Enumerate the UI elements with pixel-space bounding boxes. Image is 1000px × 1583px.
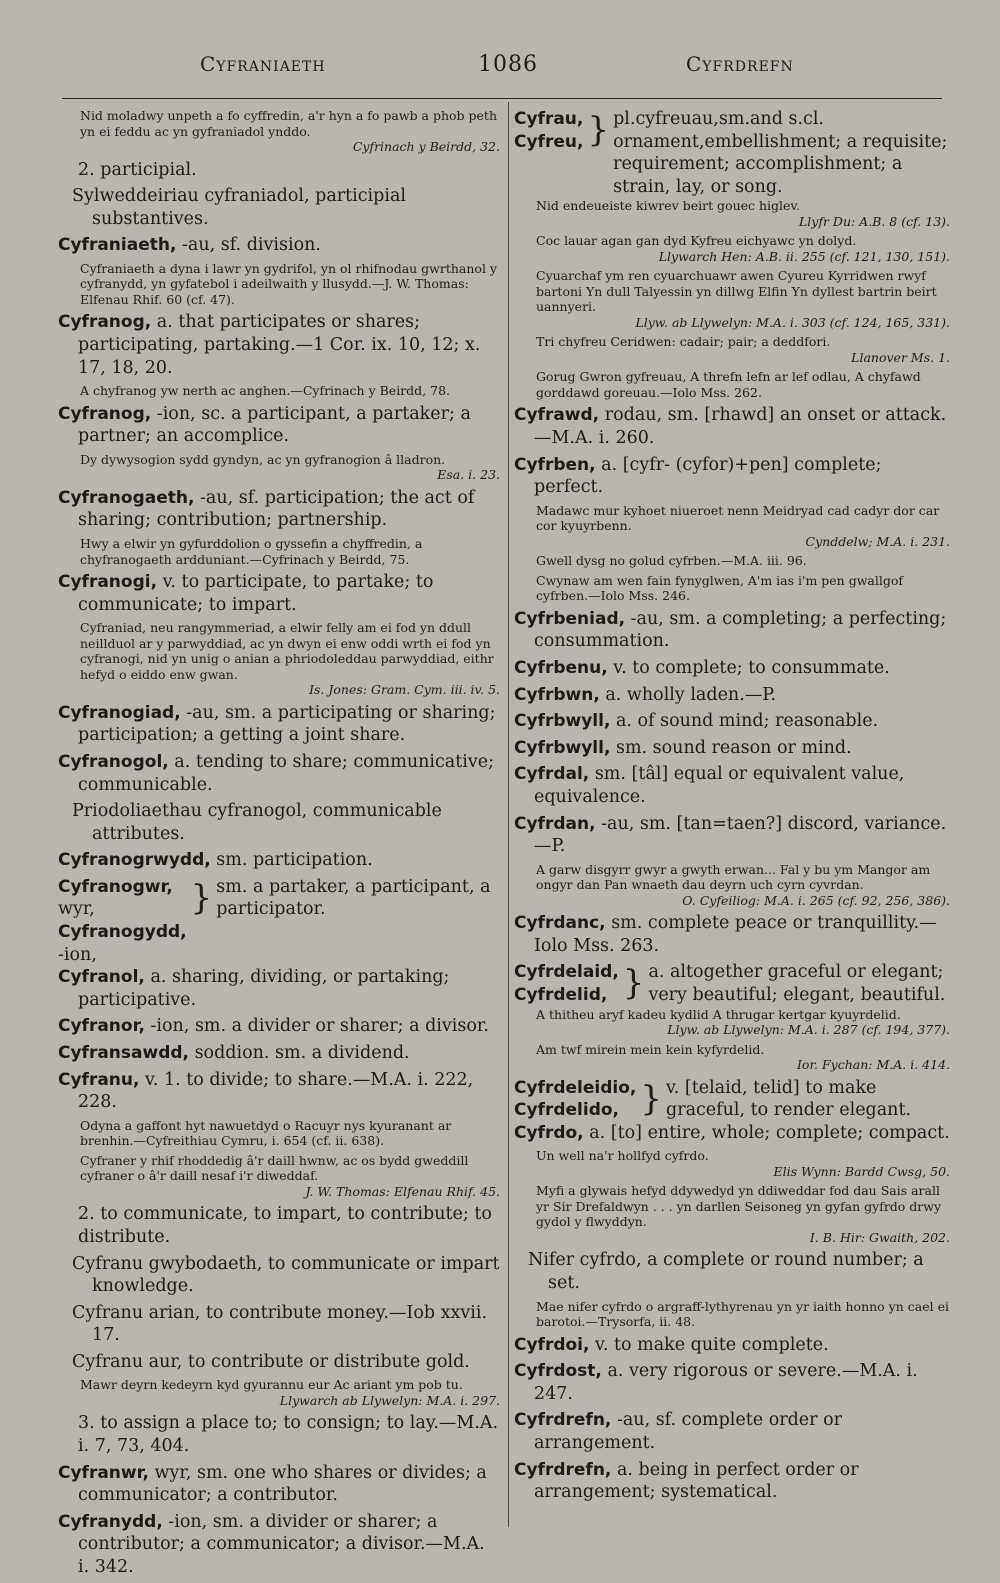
headword: Cyfranydd, bbox=[58, 1511, 163, 1532]
example-phrase: Sylweddeiriau cyfraniadol, participial substantives. bbox=[72, 186, 406, 229]
citation-text: A garw disgyrr gwyr a gwyth erwan... Fal y bu ym Mangor am ongyr dan Pan wnaeth dau deyrn uch cyrn cyvrdan. bbox=[536, 861, 931, 893]
dictionary-entry bbox=[58, 751, 500, 796]
headword: Cyfransawdd, bbox=[58, 1043, 190, 1064]
definition: v. to participate, to partake; to communicate; to impart. bbox=[78, 572, 434, 615]
headword: Cyfrbeniad, bbox=[514, 608, 626, 629]
citation-source: Llanover Ms. 1. bbox=[851, 349, 950, 365]
brace: } bbox=[190, 877, 213, 918]
citation bbox=[514, 369, 950, 400]
definition: a. [to] entire, whole; complete; compact. bbox=[583, 1122, 950, 1143]
dictionary-entry bbox=[58, 234, 500, 257]
paired-entry bbox=[514, 108, 950, 198]
citation bbox=[514, 1299, 950, 1330]
citation-source: Ior. Fychan: M.A. i. 414. bbox=[796, 1057, 950, 1073]
definition: -ion, sm. a divider or sharer; a divisor. bbox=[144, 1016, 489, 1037]
definition: v. 1. to divide; to share.—M.A. i. 222, 228. bbox=[78, 1069, 474, 1113]
dictionary-entry bbox=[514, 763, 950, 808]
definition: -ion, sm. a divider or sharer; a contributor; a communicator; a divisor.—M.A. i. 342. bbox=[78, 1511, 485, 1578]
citation bbox=[514, 1183, 950, 1245]
paired-entry bbox=[514, 1077, 950, 1122]
definition: sm. sound reason or mind. bbox=[610, 737, 852, 758]
dictionary-entry bbox=[514, 684, 950, 707]
example-phrase: Cyfranu arian, to contribute money.—Iob xxvii. 17. bbox=[72, 1302, 488, 1346]
paired-entry bbox=[58, 876, 500, 966]
page-number: 1086 bbox=[478, 52, 538, 77]
citation bbox=[514, 198, 950, 229]
headword: Cyfrdrefn, bbox=[514, 1410, 612, 1431]
definition: a. tending to share; communicative; communicable. bbox=[78, 751, 495, 795]
running-head-left: Cyfraniaeth bbox=[200, 52, 326, 76]
citation-source: Elis Wynn: Bardd Cwsg, 50. bbox=[773, 1163, 950, 1179]
headword: Cyfrbenu, bbox=[514, 657, 608, 678]
headword: Cyfranor, bbox=[58, 1016, 145, 1037]
sense: 2. to communicate, to impart, to contribute; to distribute. bbox=[78, 1204, 492, 1247]
citation-source: Cyfrinach y Beirdd, 32. bbox=[352, 139, 500, 154]
headword: Cyfrdost, bbox=[514, 1361, 602, 1382]
citation bbox=[514, 573, 950, 604]
dictionary-entry bbox=[514, 1360, 950, 1405]
headword-line bbox=[58, 921, 187, 966]
citation-source: O. Cyfeiliog: M.A. i. 265 (cf. 92, 256, 386). bbox=[682, 892, 950, 908]
dictionary-entry bbox=[58, 702, 500, 747]
headword: Cyfrdan, bbox=[514, 813, 596, 834]
headword: Cyfrdelid, bbox=[514, 984, 608, 1005]
headword-pair bbox=[514, 108, 583, 198]
citation-source: Llyw. ab Llywelyn: M.A. i. 303 (cf. 124, 165, 331). bbox=[635, 314, 950, 330]
citation-text: Nid moladwy unpeth a fo cyffredin, a'r hyn a fo pawb a phob peth yn ei feddu ac yn gyfraniadol ynddo. bbox=[80, 108, 497, 139]
headword: Cyfranogydd, bbox=[58, 922, 187, 943]
dictionary-entry bbox=[514, 1409, 950, 1454]
definition: a. very rigorous or severe.—M.A. i. 247. bbox=[534, 1361, 918, 1404]
dictionary-entry bbox=[58, 1042, 500, 1065]
citation-text: Tri chyfreu Ceridwen: cadair; pair; a deddfori. bbox=[536, 334, 831, 350]
citation-text: Cyfraniad, neu rangymmeriad, a elwir felly am ei fod yn ddull neillduol ar y parwyddiad, ac yn dwyn ei enw oddi wrth ei fod yn cyfranogi, nid yn unig o anian a phriodoleddau parwyddiad, eithr hefyd o eiddo enw gwan. bbox=[80, 620, 494, 682]
definition: a. [cyfr- (cyfor)+pen] complete; perfect. bbox=[534, 454, 882, 498]
headword: Cyfrau, bbox=[514, 109, 584, 129]
headword: Cyfrbwn, bbox=[514, 684, 600, 705]
paired-entry bbox=[514, 961, 950, 1006]
headword: Cyfrdal, bbox=[514, 764, 590, 785]
citation-text: Madawc mur kyhoet niueroet nenn Meidryad cad cadyr dor car cor kyuyrbenn. bbox=[536, 502, 940, 534]
definition: a. wholly laden.—P. bbox=[599, 684, 777, 705]
headword: Cyfranol, bbox=[58, 967, 145, 988]
citation-text: Odyna a gaffont hyt nawuetdyd o Racuyr nys kyuranant ar brenhin.—Cyfreithiau Cymru, i. 654 (cf. ii. 638). bbox=[80, 1117, 452, 1149]
definition: a. being in perfect order or arrangement; systematical. bbox=[534, 1459, 859, 1503]
dictionary-entry bbox=[514, 737, 950, 760]
citation bbox=[514, 862, 950, 909]
citation bbox=[514, 233, 950, 264]
dictionary-entry bbox=[58, 487, 500, 532]
citation-source: Esa. i. 23. bbox=[437, 467, 500, 483]
citation-text: Hwy a elwir yn gyfurddolion o gyssefin a chyffredin, a chyfranogaeth ardduniant.—Cyfrinach y Beirdd, 75. bbox=[80, 536, 423, 567]
citation-source: Llyw. ab Llywelyn: M.A. i. 287 (cf. 194, 377). bbox=[667, 1022, 950, 1038]
citation bbox=[514, 503, 950, 550]
definition: a. sharing, dividing, or partaking; participative. bbox=[78, 967, 450, 1010]
headword-line bbox=[514, 1099, 636, 1122]
headword-line bbox=[514, 108, 583, 131]
dictionary-entry bbox=[58, 1462, 500, 1507]
headword: Cyfranog, bbox=[58, 312, 152, 333]
headword-line bbox=[514, 984, 619, 1007]
definition: v. [telaid, telid] to make graceful, to render elegant. bbox=[666, 1077, 912, 1121]
brace: } bbox=[640, 1078, 662, 1119]
definition: -au, sm. [tan=taen?] discord, variance.—P. bbox=[534, 813, 947, 857]
citation-source: Llywarch ab Llywelyn: M.A. i. 297. bbox=[279, 1392, 500, 1408]
definition: -au, sm. a participating or sharing; participation; a getting a joint share. bbox=[78, 702, 496, 746]
running-head-right: Cyfrdrefn bbox=[686, 52, 794, 76]
example-phrase: Nifer cyfrdo, a complete or round number; a set. bbox=[528, 1250, 924, 1293]
citation-source: I. B. Hir: Gwaith, 202. bbox=[809, 1229, 950, 1245]
headword: Cyfreu, bbox=[514, 131, 584, 152]
definition: sm. participation. bbox=[210, 850, 373, 871]
headword-line bbox=[58, 876, 187, 921]
headword: Cyfranogi, bbox=[58, 572, 158, 593]
citation-text: Gwell dysg no golud cyfrben.—M.A. iii. 96. bbox=[536, 553, 807, 569]
headword: Cyfrdeleidio, bbox=[514, 1077, 637, 1098]
dictionary-entry bbox=[514, 1122, 950, 1145]
citation bbox=[514, 1148, 950, 1179]
headword: Cyfrbwyll, bbox=[514, 711, 611, 732]
citation-source: J. W. Thomas: Elfenau Rhif. 45. bbox=[305, 1183, 500, 1199]
headword: Cyfranogrwydd, bbox=[58, 850, 211, 871]
headword-line bbox=[514, 961, 619, 984]
example-phrase: Priodoliaethau cyfranogol, communicable attributes. bbox=[72, 801, 442, 844]
definition: v. to make quite complete. bbox=[589, 1334, 829, 1355]
dictionary-entry bbox=[514, 912, 950, 957]
citation-text: Mawr deyrn kedeyrn kyd gyurannu eur Ac ariant ym pob tu. bbox=[80, 1377, 463, 1393]
dictionary-entry bbox=[58, 1511, 500, 1579]
plural-form: -ion, bbox=[58, 944, 97, 965]
citation bbox=[58, 1377, 500, 1408]
dictionary-entry bbox=[58, 1069, 500, 1114]
dictionary-entry bbox=[514, 1459, 950, 1504]
headword: Cyfrbwyll, bbox=[514, 737, 611, 758]
definition: v. to complete; to consummate. bbox=[607, 657, 890, 678]
citation bbox=[58, 108, 500, 155]
citation bbox=[514, 553, 950, 569]
citation-source: Is. Jones: Gram. Cym. iii. iv. 5. bbox=[309, 682, 500, 698]
headword: Cyfrdo, bbox=[514, 1122, 584, 1143]
definition: sm. [tâl] equal or equivalent value, equivalence. bbox=[534, 764, 905, 807]
headword: Cyfranogiad, bbox=[58, 702, 181, 723]
dictionary-entry bbox=[514, 813, 950, 858]
dictionary-entry bbox=[514, 1334, 950, 1357]
headword: Cyfrdanc, bbox=[514, 913, 606, 934]
citation bbox=[58, 1153, 500, 1200]
headword: Cyfrdelido, bbox=[514, 1100, 619, 1121]
citation-text: Am twf mirein mein kein kyfyrdelid. bbox=[536, 1041, 765, 1057]
citation-text: Cyfraniaeth a dyna i lawr yn gydrifol, yn ol rhifnodau gwrthanol y cyfranydd, yn gyfatebol i adeilwaith y llusydd.—J. W. Thomas: Elfenau Rhif. 60 (cf. 47). bbox=[80, 260, 497, 307]
dictionary-entry bbox=[514, 608, 950, 653]
citation bbox=[58, 1118, 500, 1149]
citation bbox=[514, 334, 950, 365]
citation-text: Coc lauar agan gan dyd Kyfreu eichyawc yn dolyd. bbox=[536, 233, 857, 249]
dictionary-entry bbox=[58, 311, 500, 379]
headword-pair bbox=[514, 961, 619, 1006]
headword-pair bbox=[58, 876, 187, 966]
dictionary-entry bbox=[58, 1015, 500, 1038]
brace: } bbox=[587, 110, 610, 150]
headword-pair bbox=[514, 1077, 636, 1122]
dictionary-entry bbox=[514, 710, 950, 733]
headword: Cyfranogaeth, bbox=[58, 487, 195, 508]
dictionary-entry bbox=[514, 454, 950, 499]
citation-text: Cyuarchaf ym ren cyuarchuawr awen Cyureu Kyrridwen rwyf bartoni Yn dull Talyessin yn dillwg Elfin Yn dyllest bartrin beirt uannyeri. bbox=[536, 268, 937, 315]
headword: Cyfranogol, bbox=[58, 751, 169, 772]
headword: Cyfrawd, bbox=[514, 405, 600, 426]
headword: Cyfranog, bbox=[58, 403, 152, 424]
definition: pl.cyfreuau,sm.and s.cl. ornament,embellishment; a requisite; requirement; accomplishment; a strain, lay, or song. bbox=[613, 109, 948, 197]
definition: soddion. sm. a dividend. bbox=[189, 1043, 410, 1064]
citation bbox=[58, 620, 500, 698]
headword-line bbox=[514, 131, 583, 154]
citation-text: Myfi a glywais hefyd ddywedyd yn ddiweddar fod dau Sais arall yr Sir Drefaldwyn . . . yn darllen Seisoneg yn gyfan gyfrdo drwy gydol y flwyddyn. bbox=[536, 1183, 942, 1230]
column-divider bbox=[508, 102, 509, 1527]
definition: -au, sf. complete order or arrangement. bbox=[534, 1410, 842, 1453]
dictionary-entry bbox=[58, 966, 500, 1011]
right-column bbox=[514, 108, 950, 1508]
definition: -au, sf. division. bbox=[176, 235, 321, 256]
headword: Cyfranwr, bbox=[58, 1462, 149, 1483]
citation-source: Llywarch Hen: A.B. ii. 255 (cf. 121, 130, 151). bbox=[658, 248, 950, 264]
headword: Cyfrdrefn, bbox=[514, 1459, 612, 1480]
citation-text: Un well na'r hollfyd cyfrdo. bbox=[536, 1148, 709, 1164]
definition: -au, sf. participation; the act of sharing; contribution; partnership. bbox=[78, 487, 475, 531]
citation-text: A chyfranog yw nerth ac anghen.—Cyfrinach y Beirdd, 78. bbox=[80, 383, 451, 399]
citation bbox=[58, 383, 500, 399]
dictionary-entry bbox=[514, 657, 950, 680]
sense: 3. to assign a place to; to consign; to lay.—M.A. i. 7, 73, 404. bbox=[78, 1413, 499, 1457]
example-phrase: Cyfranu gwybodaeth, to communicate or impart knowledge. bbox=[72, 1253, 500, 1297]
definition: wyr, sm. one who shares or divides; a communicator; a contributor. bbox=[78, 1462, 487, 1506]
definition: a. altogether graceful or elegant; very beautiful; elegant, beautiful. bbox=[648, 962, 946, 1005]
headword: Cyfranogwr, bbox=[58, 876, 173, 897]
headword: Cyfraniaeth, bbox=[58, 235, 177, 256]
definition: rodau, sm. [rhawd] an onset or attack.—M.A. i. 260. bbox=[534, 405, 947, 448]
citation-source: Cynddelw; M.A. i. 231. bbox=[805, 533, 950, 549]
citation bbox=[514, 268, 950, 330]
citation-text: Dy dywysogion sydd gyndyn, ac yn gyfranogion â lladron. bbox=[80, 451, 446, 467]
citation-text: Nid endeueiste kiwrev beirt gouec higlev. bbox=[536, 198, 801, 214]
definition: -au, sm. a completing; a perfecting; consummation. bbox=[534, 608, 947, 652]
citation bbox=[514, 1042, 950, 1073]
citation-text: Cwynaw am wen fain fynyglwen, A'm ias i'm pen gwallgof cyfrben.—Iolo Mss. 246. bbox=[536, 572, 904, 604]
dictionary-entry bbox=[58, 849, 500, 872]
sense: 2. participial. bbox=[78, 159, 197, 180]
left-column bbox=[58, 108, 500, 1583]
citation bbox=[58, 452, 500, 483]
dictionary-entry bbox=[514, 404, 950, 449]
brace: } bbox=[622, 963, 645, 1004]
citation-source: Llyfr Du: A.B. 8 (cf. 13). bbox=[798, 213, 950, 229]
citation-text: Cyfraner y rhif rhoddedig â'r daill hwnw, ac os bydd gweddill cyfraner o â'r daill nesaf i'r diweddaf. bbox=[80, 1152, 469, 1184]
citation bbox=[58, 261, 500, 308]
header-rule bbox=[62, 98, 942, 99]
definition: a. that participates or shares; participating, partaking.—1 Cor. ix. 10, 12; x. 17, 18, 20. bbox=[78, 312, 481, 378]
definition: sm. complete peace or tranquillity.—Iolo Mss. 263. bbox=[534, 913, 937, 956]
citation bbox=[58, 536, 500, 567]
headword: Cyfrdoi, bbox=[514, 1334, 590, 1355]
definition: a. of sound mind; reasonable. bbox=[610, 711, 879, 732]
citation-text: A thitheu aryf kadeu kydlid A thrugar kertgar kyuyrdelid. bbox=[536, 1006, 901, 1022]
citation-text: Mae nifer cyfrdo o argraff-lythyrenau yn yr iaith honno yn cael ei barotoi.—Trysorfa, ii. 48. bbox=[536, 1298, 949, 1330]
dictionary-entry bbox=[58, 571, 500, 616]
headword: Cyfrben, bbox=[514, 454, 596, 475]
headword: Cyfrdelaid, bbox=[514, 962, 619, 983]
definition: sm. a partaker, a participant, a participator. bbox=[216, 876, 491, 920]
citation-text: Gorug Gwron gyfreuau, A threfn lefn ar lef odlau, A chyfawd gorddawd goreuau.—Iolo Mss. 262. bbox=[536, 369, 921, 400]
plural-form: wyr, bbox=[58, 899, 95, 920]
dictionary-entry bbox=[58, 403, 500, 448]
definition: -ion, sc. a participant, a partaker; a partner; an accomplice. bbox=[78, 403, 471, 447]
headword-line bbox=[514, 1077, 636, 1100]
example-phrase: Cyfranu aur, to contribute or distribute gold. bbox=[72, 1351, 470, 1372]
citation bbox=[514, 1007, 950, 1038]
headword: Cyfranu, bbox=[58, 1069, 140, 1090]
